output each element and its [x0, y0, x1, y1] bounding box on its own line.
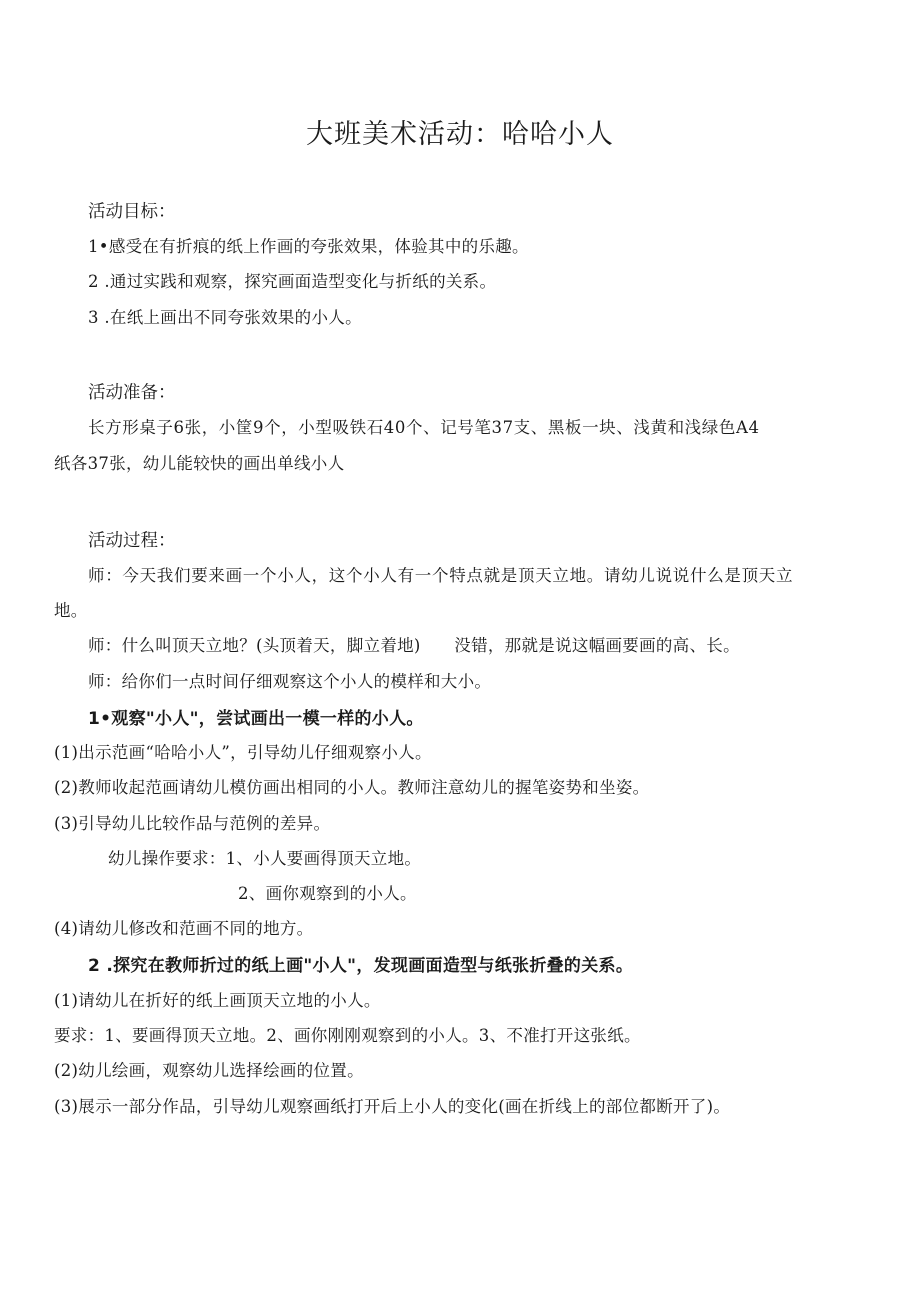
goal-item-3: 3 .在纸上画出不同夸张效果的小人。 — [88, 308, 362, 327]
step-2-heading: 2 .探究在教师折过的纸上画"小人"，发现画面造型与纸张折叠的关系。 — [88, 956, 634, 976]
step-1-item-3: (3)引导幼儿比较作品与范例的差异。 — [54, 814, 331, 833]
prep-text-line-1: 长方形桌子6张，小筐9个，小型吸铁石40个、记号笔37支、黑板一块、浅黄和浅绿色A4 — [88, 418, 760, 437]
process-paragraph-2: 师：什么叫顶天立地？(头顶着天，脚立着地) 没错，那就是说这幅画要画的高、长。 — [88, 636, 740, 655]
step-1-item-1: (1)出示范画“哈哈小人”，引导幼儿仔细观察小人。 — [54, 743, 432, 762]
step-2-item-2: (2)幼儿绘画，观察幼儿选择绘画的位置。 — [54, 1061, 364, 1080]
step-2-item-1: (1)请幼儿在折好的纸上画顶天立地的小人。 — [54, 991, 381, 1010]
goal-item-1: 1•感受在有折痕的纸上作画的夸张效果，体验其中的乐趣。 — [88, 237, 529, 256]
step-2-item-3: (3)展示一部分作品，引导幼儿观察画纸打开后上小人的变化(画在折线上的部位都断开了)。 — [54, 1097, 731, 1116]
process-heading: 活动过程： — [88, 531, 176, 551]
process-paragraph-3: 师：给你们一点时间仔细观察这个小人的模样和大小。 — [88, 672, 492, 691]
requirement-line-1: 幼儿操作要求：1、小人要画得顶天立地。 — [108, 849, 422, 868]
goal-item-2: 2 .通过实践和观察，探究画面造型变化与折纸的关系。 — [88, 272, 497, 291]
goals-heading: 活动目标： — [88, 202, 176, 222]
document-title: 大班美术活动：哈哈小人 — [306, 119, 614, 150]
step-1-heading: 1•观察"小人"，尝试画出一模一样的小人。 — [88, 709, 424, 729]
process-paragraph-1: 师：今天我们要来画一个小人，这个小人有一个特点就是顶天立地。请幼儿说说什么是顶天立 — [88, 566, 794, 585]
process-paragraph-1-cont: 地。 — [54, 601, 88, 620]
prep-text-line-2: 纸各37张，幼儿能较快的画出单线小人 — [54, 454, 345, 473]
step-1-item-2: (2)教师收起范画请幼儿模仿画出相同的小人。教师注意幼儿的握笔姿势和坐姿。 — [54, 778, 650, 797]
step-2-requirement: 要求：1、要画得顶天立地。2、画你刚刚观察到的小人。3、不准打开这张纸。 — [54, 1026, 641, 1045]
prep-heading: 活动准备： — [88, 383, 176, 403]
requirement-line-2: 2、画你观察到的小人。 — [238, 884, 417, 903]
step-1-item-4: (4)请幼儿修改和范画不同的地方。 — [54, 919, 314, 938]
